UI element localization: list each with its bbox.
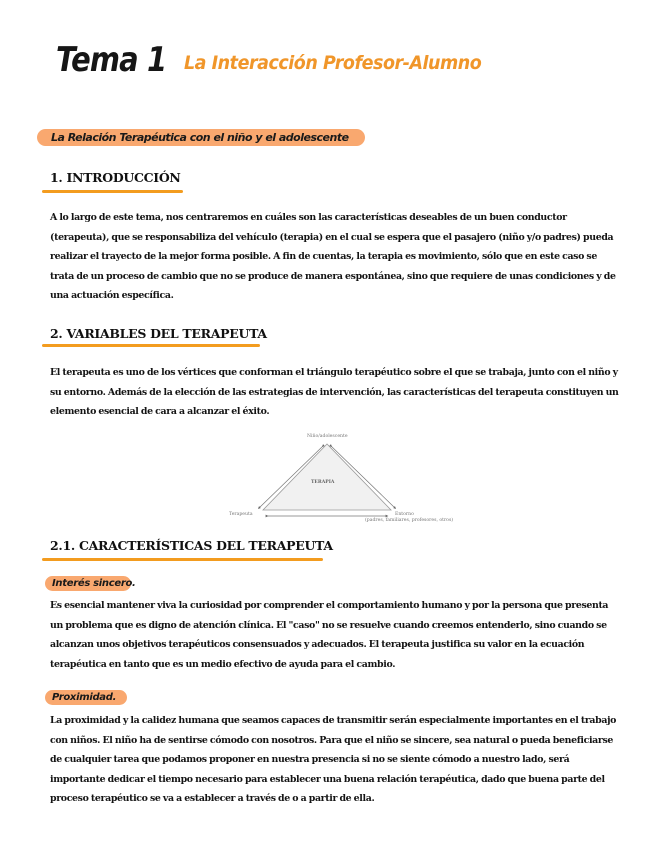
heading-introduccion: 1. INTRODUCCIÓN [50, 170, 181, 185]
paragraph-proximidad: La proximidad y la calidez humana que seamos capaces de transmitir serán especialmente importantes en el trabajo con niños. El niño ha de sentirse cómodo con nosotros. Para que el niño se sincere, sea natural o pueda beneficiarse de cualquier tarea que podamos proponer en nuestra presencia si no se siente cómodo a nuestro lado, será importante dedicar el tiempo necesario para establecer una buena relación terapéutica, dado que buena parte del proceso terapéutico se va a establecer a través de o a partir de ella. [50, 715, 617, 804]
heading-variables: 2. VARIABLES DEL TERAPEUTA [50, 326, 267, 341]
paragraph-variables: El terapeuta es uno de los vértices que conforman el triángulo terapéutico sobre el que se trabaja, junto con el niño y su entorno. Además de la elección de las estrategias de intervención, las características del terapeuta constituyen un elemento esencial de cara a alcanzar el éxito. [50, 367, 619, 417]
diagram-label-right-note: (padres, familiares, profesores, otros) [365, 518, 454, 523]
heading-underline [42, 558, 323, 561]
subtitle-highlight: La Relación Terapéutica con el niño y el adolescente [37, 129, 365, 146]
diagram-label-top: Niño/adolescente [307, 434, 348, 439]
diagram-label-right: Entorno [395, 512, 414, 517]
label-interes-sincero: Interés sincero. [45, 576, 131, 591]
label-proximidad: Proximidad. [45, 690, 127, 705]
triangle-icon [225, 430, 430, 525]
paragraph-interes-sincero: Es esencial mantener viva la curiosidad por comprender el comportamiento humano y por la persona que presenta un problema que es digno de atención clínica. El "caso" no se resuelve cuando creemos entenderlo, sino cuando se alcanzan unos objetivos terapéuticos consensuados y adecuados. El terapeuta justifica su valor en la ecuación terapéutica en tanto que es un medio efectivo de ayuda para el cambio. [50, 600, 609, 670]
heading-caracteristicas: 2.1. CARACTERÍSTICAS DEL TERAPEUTA [50, 538, 333, 553]
heading-underline [42, 190, 183, 193]
document-title: La Interacción Profesor-Alumno [184, 52, 482, 74]
diagram-label-left: Terapeuta [229, 512, 253, 517]
paragraph-introduccion: A lo largo de este tema, nos centraremos en cuáles son las características deseables de un buen conductor (terapeuta), que se responsabiliza del vehículo (terapia) en el cual se espera que el pasajero (niño y/o padres) pueda realizar el trayecto de la mejor forma posible. A fin de cuentas, la terapia es movimiento, sólo que en este caso se trata de un proceso de cambio que no se produce de manera espontánea, sino que requiere de unas condiciones y de una actuación específica. [50, 212, 616, 301]
heading-underline [42, 344, 260, 347]
therapeutic-triangle-diagram [225, 430, 454, 525]
diagram-label-center: TERAPIA [311, 480, 335, 485]
tema-number: Tema 1 [56, 40, 167, 80]
